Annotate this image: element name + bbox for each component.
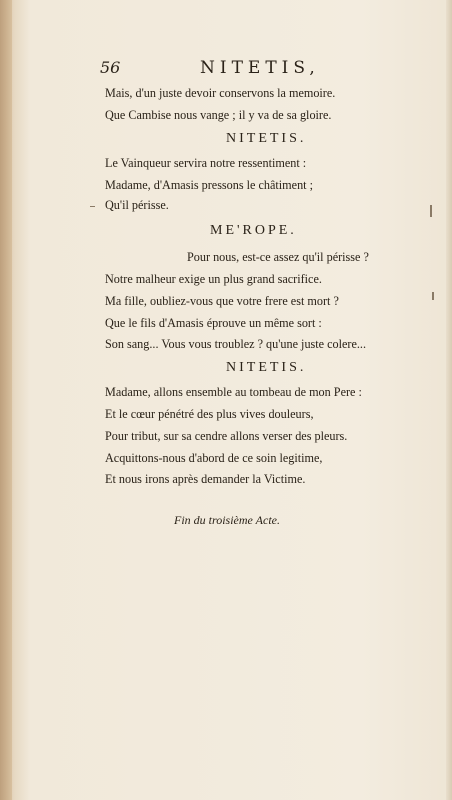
- verse-line: Notre malheur exige un plus grand sacrifice.: [105, 272, 322, 286]
- verse-line: Pour nous, est-ce assez qu'il périsse ?: [187, 250, 369, 264]
- page-header: [100, 58, 430, 84]
- verse-line: Et le cœur pénétré des plus vives douleurs,: [105, 407, 314, 421]
- margin-mark: [90, 206, 95, 207]
- verse-line: Son sang... Vous vous troublez ? qu'une juste colere...: [105, 337, 367, 351]
- act-end-note: Fin du troisième Acte.: [174, 513, 280, 527]
- verse-line: Que Cambise nous vange ; il y va de sa gloire.: [105, 108, 332, 122]
- running-head: NITETIS,: [200, 58, 320, 78]
- verse-line: Acquittons-nous d'abord de ce soin legitime,: [105, 451, 323, 465]
- margin-mark: [432, 292, 434, 300]
- verse-line: Et nous irons après demander la Victime.: [105, 472, 306, 486]
- verse-line: Mais, d'un juste devoir conservons la memoire.: [105, 86, 336, 100]
- book-spine: [0, 0, 12, 800]
- verse-line: Pour tribut, sur sa cendre allons verser des pleurs.: [105, 429, 348, 443]
- speaker-name: NITETIS.: [226, 360, 307, 375]
- speaker-name: NITETIS.: [226, 131, 307, 146]
- verse-line: Madame, d'Amasis pressons le châtiment ;: [105, 178, 313, 192]
- page-edge: [446, 0, 452, 800]
- verse-line: Que le fils d'Amasis éprouve un même sort :: [105, 316, 322, 330]
- margin-mark: [430, 205, 432, 217]
- speaker-name: ME'ROPE.: [210, 223, 297, 238]
- verse-line: Madame, allons ensemble au tombeau de mon Pere :: [105, 385, 362, 399]
- verse-line: Le Vainqueur servira notre ressentiment :: [105, 156, 307, 170]
- verse-line: Qu'il périsse.: [105, 198, 169, 212]
- page-number: 56: [100, 58, 121, 77]
- verse-line: Ma fille, oubliez-vous que votre frere est mort ?: [105, 294, 339, 308]
